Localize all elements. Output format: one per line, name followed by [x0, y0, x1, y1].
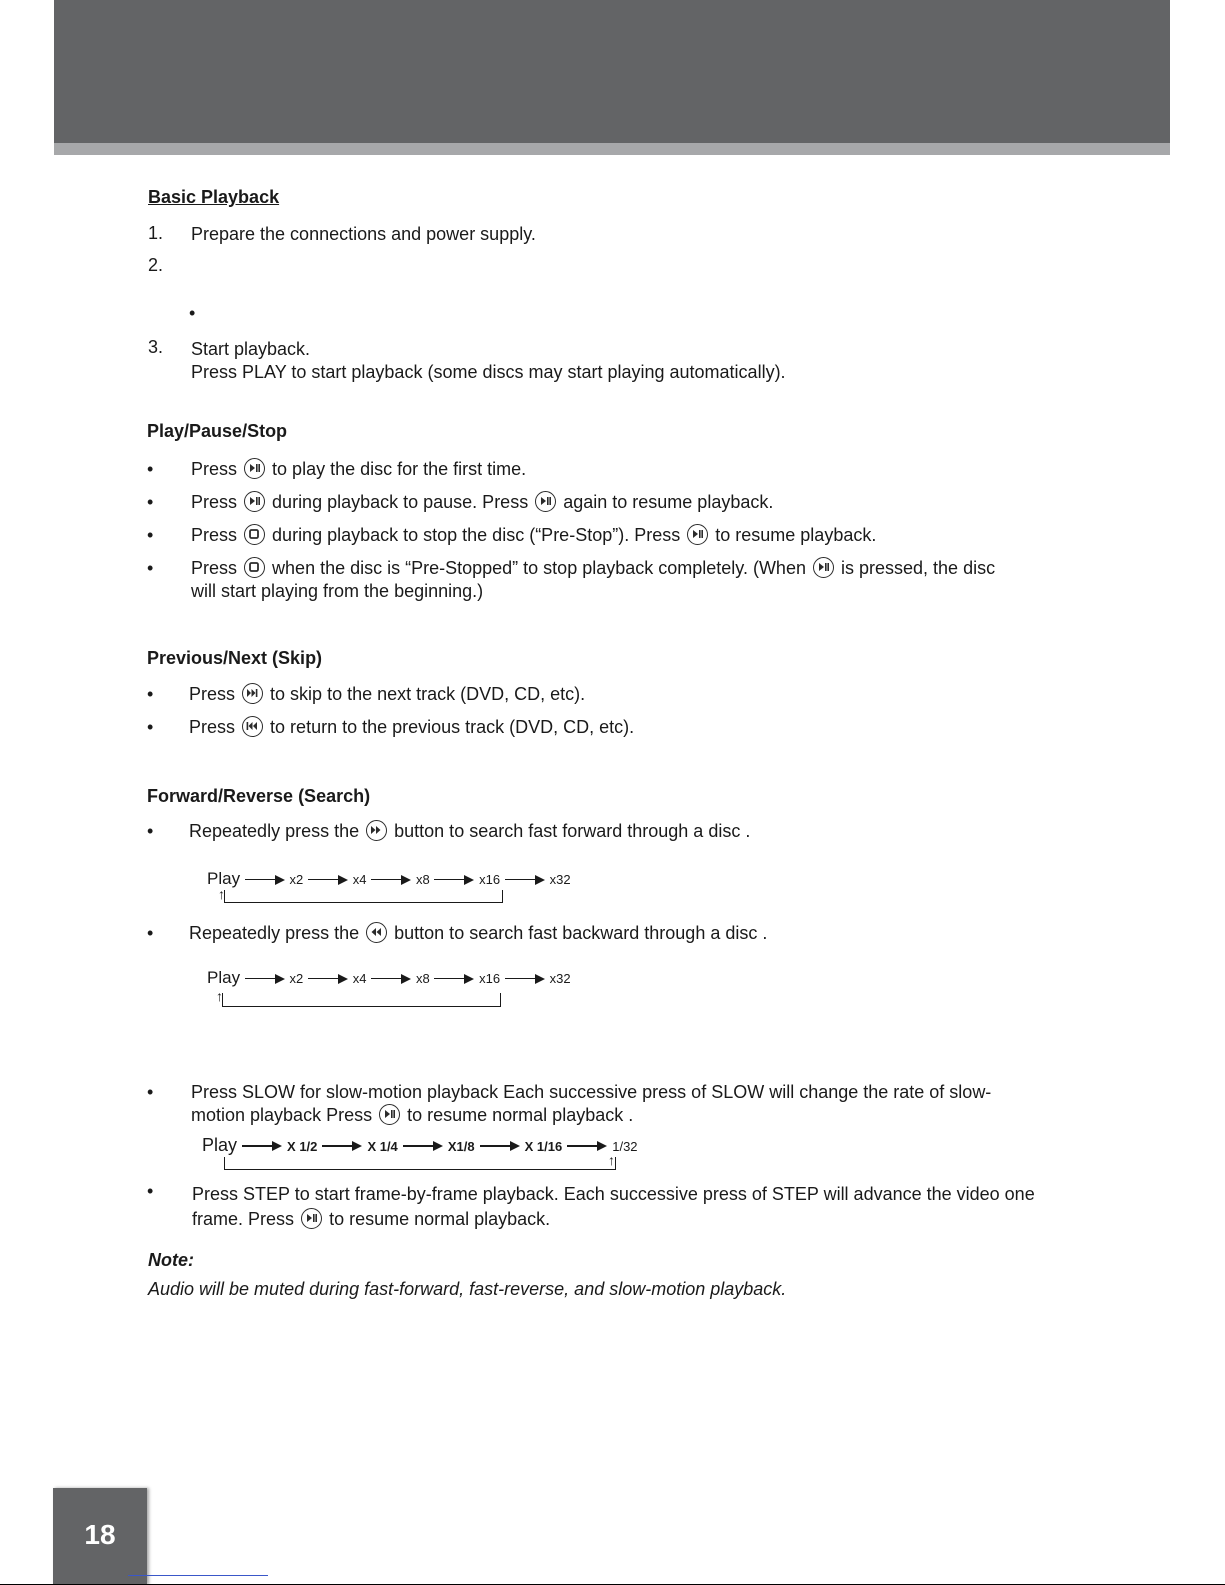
backward-loop-line	[222, 993, 501, 1007]
skip-next-icon	[242, 683, 263, 704]
step-3-detail: Press PLAY to start playback (some discs may start playing automatically).	[191, 362, 786, 382]
arrow-up-icon: ↑	[218, 886, 225, 902]
list-item-bullet: •	[147, 821, 154, 841]
play-pause-icon	[813, 557, 834, 578]
play-bullet-2: Press during playback to pause. Press again to resume playback.	[191, 492, 774, 512]
arrow-up-icon: ↑	[608, 1152, 615, 1168]
skip-previous-icon	[242, 716, 263, 737]
note-text: Audio will be muted during fast-forward, fast-reverse, and slow-motion playback.	[148, 1279, 787, 1299]
arrow-right-icon	[308, 974, 348, 984]
play-bullet-4-cont: will start playing from the beginning.)	[191, 581, 484, 601]
rewind-icon	[366, 922, 387, 943]
play-pause-icon	[301, 1208, 322, 1229]
slow-text-line-2: motion playback Press to resume normal playback .	[191, 1105, 634, 1125]
backward-speed-sequence: Play x2 x4 x8 x16 x32	[207, 968, 571, 987]
arrow-right-icon	[567, 1141, 607, 1151]
play-bullet-4: Press when the disc is “Pre-Stopped” to stop playback completely. (When is pressed, the disc	[191, 558, 996, 578]
fast-forward-icon	[366, 820, 387, 841]
arrow-right-icon	[434, 974, 474, 984]
skip-heading: Previous/Next (Skip)	[147, 648, 323, 668]
step-text-line-2: frame. Press to resume normal playback.	[192, 1209, 551, 1229]
step-number-3: 3.	[148, 337, 164, 357]
play-pause-icon	[244, 458, 265, 479]
arrow-right-icon	[480, 1141, 520, 1151]
arrow-right-icon	[245, 875, 285, 885]
slow-text-line-1: Press SLOW for slow-motion playback Each successive press of SLOW will change the rate of slow-	[191, 1082, 992, 1102]
list-item-bullet: •	[147, 492, 154, 512]
play-pause-icon	[379, 1104, 400, 1125]
footer-link-line	[128, 1575, 268, 1576]
play-pause-stop-heading: Play/Pause/Stop	[147, 421, 288, 441]
list-item-bullet: •	[147, 558, 154, 578]
play-pause-icon	[535, 491, 556, 512]
list-item-bullet: •	[147, 923, 154, 943]
forward-loop-line	[224, 890, 503, 903]
arrow-up-icon: ↑	[216, 988, 223, 1004]
slow-speed-sequence: Play X 1/2 X 1/4 X1/8 X 1/16 1/32	[202, 1135, 638, 1155]
page-number: 18	[53, 1488, 147, 1585]
list-item-bullet: •	[147, 717, 154, 737]
search-forward-text: Repeatedly press the button to search fast forward through a disc .	[189, 821, 751, 841]
step-number-2: 2.	[148, 255, 164, 275]
list-item-bullet: •	[147, 684, 154, 704]
play-bullet-1: Press to play the disc for the first time.	[191, 459, 527, 479]
step-3-text: Start playback.	[191, 339, 311, 359]
search-backward-text: Repeatedly press the button to search fast backward through a disc .	[189, 923, 768, 943]
list-item-bullet: •	[147, 1181, 154, 1201]
arrow-right-icon	[242, 1141, 282, 1151]
header-stripe	[54, 143, 1170, 155]
step-1-text: Prepare the connections and power supply.	[191, 224, 536, 244]
step-number-1: 1.	[148, 223, 164, 243]
arrow-right-icon	[434, 875, 474, 885]
skip-bullet-1: Press to skip to the next track (DVD, CD, etc).	[189, 684, 586, 704]
arrow-right-icon	[322, 1141, 362, 1151]
search-heading: Forward/Reverse (Search)	[147, 786, 371, 806]
arrow-right-icon	[505, 974, 545, 984]
header-band	[54, 0, 1170, 143]
arrow-right-icon	[308, 875, 348, 885]
skip-bullet-2: Press to return to the previous track (DVD, CD, etc).	[189, 717, 635, 737]
basic-playback-heading: Basic Playback	[148, 187, 280, 207]
play-bullet-3: Press during playback to stop the disc (“Pre-Stop”). Press to resume playback.	[191, 525, 877, 545]
step-text-line-1: Press STEP to start frame-by-frame playback. Each successive press of STEP will advance the video one	[192, 1184, 1035, 1204]
list-item-bullet: •	[147, 1082, 154, 1102]
play-pause-icon	[687, 524, 708, 545]
arrow-right-icon	[403, 1141, 443, 1151]
list-item-bullet: •	[147, 459, 154, 479]
stop-icon	[244, 557, 265, 578]
list-item-bullet: •	[147, 525, 154, 545]
arrow-right-icon	[505, 875, 545, 885]
step-2-bullet: •	[189, 303, 196, 323]
play-pause-icon	[244, 491, 265, 512]
slow-loop-line	[224, 1157, 616, 1170]
arrow-right-icon	[371, 974, 411, 984]
stop-icon	[244, 524, 265, 545]
arrow-right-icon	[371, 875, 411, 885]
note-label: Note:	[148, 1250, 194, 1270]
forward-speed-sequence: Play x2 x4 x8 x16 x32	[207, 869, 571, 888]
arrow-right-icon	[245, 974, 285, 984]
